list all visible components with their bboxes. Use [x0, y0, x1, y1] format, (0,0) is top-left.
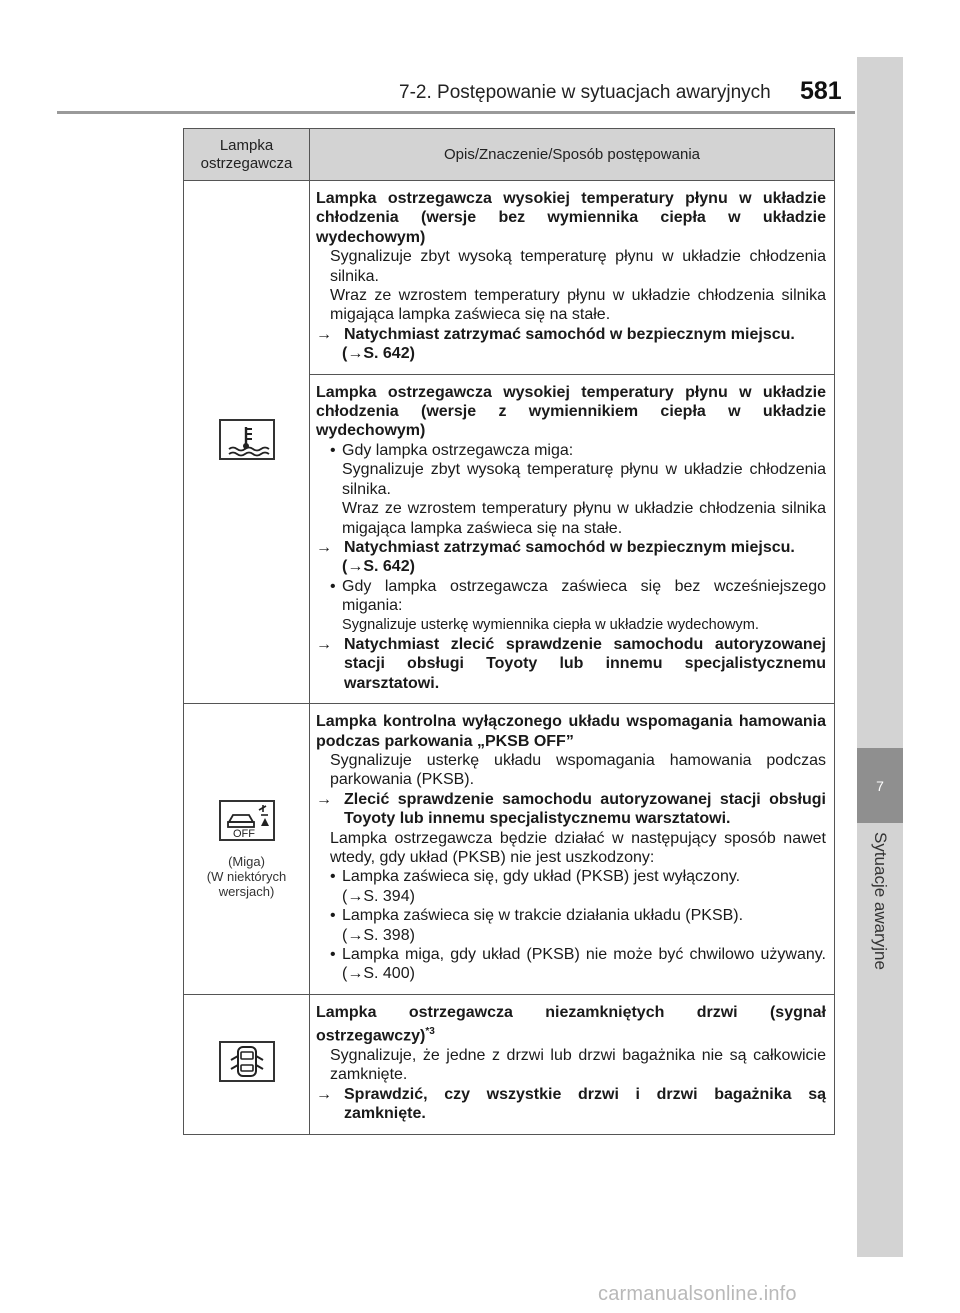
door-title-footnote: *3 — [425, 1026, 435, 1038]
temperature-b-description — [310, 374, 835, 704]
pksb-bullet1-ref: S. 394) — [363, 887, 415, 905]
temp-b-bullet2: • Gdy lampka ostrzegawcza zaświeca się bez wcześniejszego migania: — [330, 577, 826, 615]
section-title: 7-2. Postępowanie w sytuacjach awaryjnych — [399, 82, 771, 103]
pksb-icon-caption — [184, 854, 309, 899]
chapter-tab — [857, 748, 903, 823]
pksb-caption-line2: (W niektórych — [206, 868, 287, 884]
temperature-a-description — [310, 181, 835, 375]
page-header — [0, 0, 855, 110]
pksb-bullet3: • Lampka miga, gdy układ (PKSB) nie może być chwilowo używany. (→S. 400) — [330, 946, 826, 983]
pksb-title: Lampka kontrolna wyłączonego układu wspomagania hamowania podczas parkowania „PKSB OFF” — [316, 713, 826, 750]
temp-a-title: Lampka ostrzegawcza wysokiej temperatury płynu w układzie chłodzenia (wersje bez wymiennika ciepła w układzie wydechowym) — [316, 190, 826, 246]
pksb-icon-label: OFF — [232, 827, 255, 839]
door-p1: Sygnalizuje, że jedne z drzwi lub drzwi bagażnika nie są całkowicie zamknięte. — [330, 1046, 826, 1084]
column-header-light — [184, 129, 310, 181]
page-number: 581 — [800, 77, 842, 105]
arrow-icon: → — [347, 345, 364, 363]
door-icon-cell — [184, 994, 310, 1134]
column-header-description: Opis/Znaczenie/Sposób postępowania — [310, 129, 835, 181]
temp-b-p1: Sygnalizuje zbyt wysoką temperaturę płynu w układzie chłodzenia silnika. — [342, 461, 826, 498]
door-title-text: Lampka ostrzegawcza niezamkniętych drzwi (sygnał ostrzegawczy) — [316, 1003, 826, 1045]
arrow-icon: → — [347, 926, 364, 944]
temp-b-action2 — [316, 635, 826, 693]
warning-lights-table — [183, 128, 835, 1135]
temp-a-ref-text: S. 642) — [363, 345, 415, 363]
arrow-icon: → — [347, 558, 364, 576]
pksb-bullet1: • Lampka zaświeca się, gdy układ (PKSB) jest wyłączony. (→S. 394) — [330, 868, 741, 905]
table-row — [184, 181, 835, 375]
pksb-icon-cell — [184, 704, 310, 995]
chapter-name-label: Sytuacje awaryjne — [871, 832, 890, 970]
pksb-bullet3-text: Lampka miga, gdy układ (PKSB) nie może być chwilowo używany. ( — [342, 946, 826, 983]
temp-b-action1 — [316, 538, 826, 557]
coolant-temperature-icon — [219, 419, 275, 460]
temp-a-p2: Wraz ze wzrostem temperatury płynu w układzie chłodzenia silnika migająca lampka zaświeca się na stałe. — [330, 287, 826, 324]
door-open-icon — [219, 1041, 275, 1082]
door-action — [316, 1085, 826, 1124]
temp-a-ref: (→S. 642) — [342, 345, 415, 363]
pksb-bullet2-text: Lampka zaświeca się w trakcie działania układu (PKSB). — [342, 907, 744, 925]
arrow-icon: → — [316, 325, 332, 343]
pksb-action-text: Zlecić sprawdzenie samochodu autoryzowanej stacji obsługi Toyoty lub innemu specjalistycznemu warsztatowi. — [344, 790, 826, 828]
pksb-caption-line3: wersjach) — [218, 883, 275, 899]
temp-b-p3: Sygnalizuje usterkę wymiennika ciepła w układzie wydechowym. — [342, 616, 759, 633]
temp-b-ref1: (→S. 642) — [342, 558, 415, 576]
temperature-icon-cell — [184, 181, 310, 704]
temp-b-bullet1: • Gdy lampka ostrzegawcza miga: — [316, 441, 826, 460]
table-header-row — [184, 129, 835, 181]
door-title — [316, 1003, 826, 1046]
chapter-name — [858, 832, 902, 1002]
pksb-action — [316, 790, 826, 829]
chapter-number: 7 — [876, 778, 884, 794]
pksb-bullet1-text: Lampka zaświeca się, gdy układ (PKSB) jest wyłączony. — [342, 868, 741, 886]
temp-b-bullet1-text: Gdy lampka ostrzegawcza miga: — [342, 441, 574, 459]
temp-b-title: Lampka ostrzegawcza wysokiej temperatury płynu w układzie chłodzenia (wersje z wymiennikiem ciepła w układzie wydechowym) — [316, 383, 826, 440]
pksb-bullet3-ref: S. 400) — [363, 965, 415, 983]
watermark: carmanualsonline.info — [598, 1283, 797, 1305]
arrow-icon: → — [347, 887, 364, 905]
pksb-p1: Sygnalizuje usterkę układu wspomagania hamowania podczas parkowania (PKSB). — [330, 751, 826, 789]
temp-b-action2-text: Natychmiast zlecić sprawdzenie samochodu autoryzowanej stacji obsługi Toyoty lub innemu specjalistycznemu warsztatowi. — [344, 635, 826, 692]
pksb-bullet2-ref: S. 398) — [363, 926, 415, 944]
temp-b-p2: Wraz ze wzrostem temperatury płynu w układzie chłodzenia silnika migająca lampka zaświeca się na stałe. — [342, 500, 826, 537]
side-strip — [857, 57, 903, 1257]
temp-b-ref1-text: S. 642) — [363, 558, 415, 576]
pksb-p2: Lampka ostrzegawcza będzie działać w następujący sposób nawet wtedy, gdy układ (PKSB) nie jest uszkodzony: — [330, 829, 826, 866]
column-header-light-line1: Lampka — [219, 136, 274, 154]
pksb-off-icon — [219, 800, 275, 841]
arrow-icon: → — [316, 635, 332, 653]
temp-b-action1-text: Natychmiast zatrzymać samochód w bezpiecznym miejscu. — [344, 538, 795, 556]
temp-a-p1: Sygnalizuje zbyt wysoką temperaturę płynu w układzie chłodzenia silnika. — [330, 248, 826, 285]
arrow-icon: → — [316, 1085, 332, 1103]
table-row — [184, 704, 835, 995]
arrow-icon: → — [316, 538, 332, 556]
temp-a-action-text: Natychmiast zatrzymać samochód w bezpiecznym miejscu. — [344, 325, 795, 343]
pksb-caption-line1: (Miga) — [228, 853, 265, 869]
temp-a-action — [316, 325, 826, 344]
temp-b-bullet2-text: Gdy lampka ostrzegawcza zaświeca się bez wcześniejszego migania: — [342, 577, 826, 615]
pksb-bullet2: • Lampka zaświeca się w trakcie działania układu (PKSB). (→S. 398) — [330, 907, 744, 944]
arrow-icon: → — [316, 790, 332, 808]
table-row — [184, 994, 835, 1134]
header-divider — [57, 111, 855, 114]
pksb-description — [310, 704, 835, 995]
door-action-text: Sprawdzić, czy wszystkie drzwi i drzwi bagażnika są zamknięte. — [344, 1085, 826, 1123]
column-header-light-line2: ostrzegawcza — [200, 154, 293, 172]
arrow-icon: → — [347, 965, 364, 983]
door-description — [310, 994, 835, 1134]
